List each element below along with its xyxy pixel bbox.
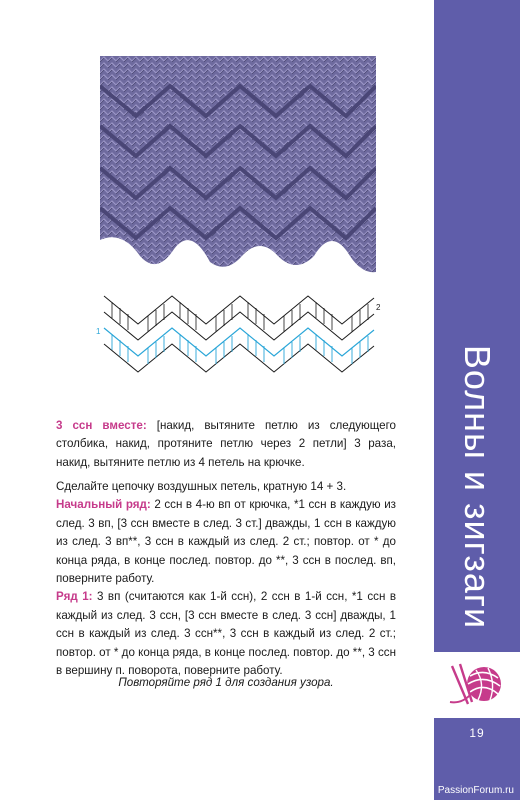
chapter-title [434,322,520,652]
yarn-icon-box [434,652,520,718]
definition-term: 3 ссн вместе: [56,419,147,432]
crochet-swatch-photo [100,56,376,274]
chain-instruction: Сделайте цепочку воздушных петель, кратную 14 + 3. [56,480,347,493]
definition-text: [накид, вытяните петлю из следующего столбика, накид, протяните петлю через 2 петли] 3 раза, накид, вытяните петлю из 4 петель на крючке. [56,419,396,469]
diagram-row-label-2: 2 [376,303,381,312]
instructions [56,478,396,680]
stitch-definition [56,417,396,472]
foundation-term: Начальный ряд: [56,498,151,512]
stitch-diagram [94,290,384,382]
row1-term: Ряд 1: [56,590,93,604]
chapter-title-text: Волны и зигзаги [457,344,499,630]
yarn-ball-icon [446,658,508,712]
row1-text: 3 вп (считаются как 1-й ссн), 2 ссн в 1-й ссн, *1 ссн в каждый из след. 3 ссн, [3 ссн вместе в след. 3 ссн] дважды, 1 ссн в каждый из след. 3 ссн**, 3 ссн в каждый из след. 2 ст.; повтор. от * до конца ряда, в конце послед. повтор. до **, 3 ссн в вершину п. поворота, поверните работу. [56,590,396,678]
watermark: PassionForum.ru [437,785,514,796]
page-number: 19 [469,726,485,740]
repeat-note: Повторяйте ряд 1 для создания узора. [118,676,334,689]
foundation-text: 2 ссн в 4-ю вп от крючка, *1 ссн в каждую из след. 3 вп, [3 ссн вместе в след. 3 ст.] дважды, 1 ссн в каждую из след. 3 вп**, 3 ссн в каждый из след. 2 ст.; повтор. от * до конца ряда, в конце послед. повтор. до **, 3 ссн в послед. вп, поверните работу. [56,498,396,586]
diagram-row-label-1: 1 [96,327,101,336]
